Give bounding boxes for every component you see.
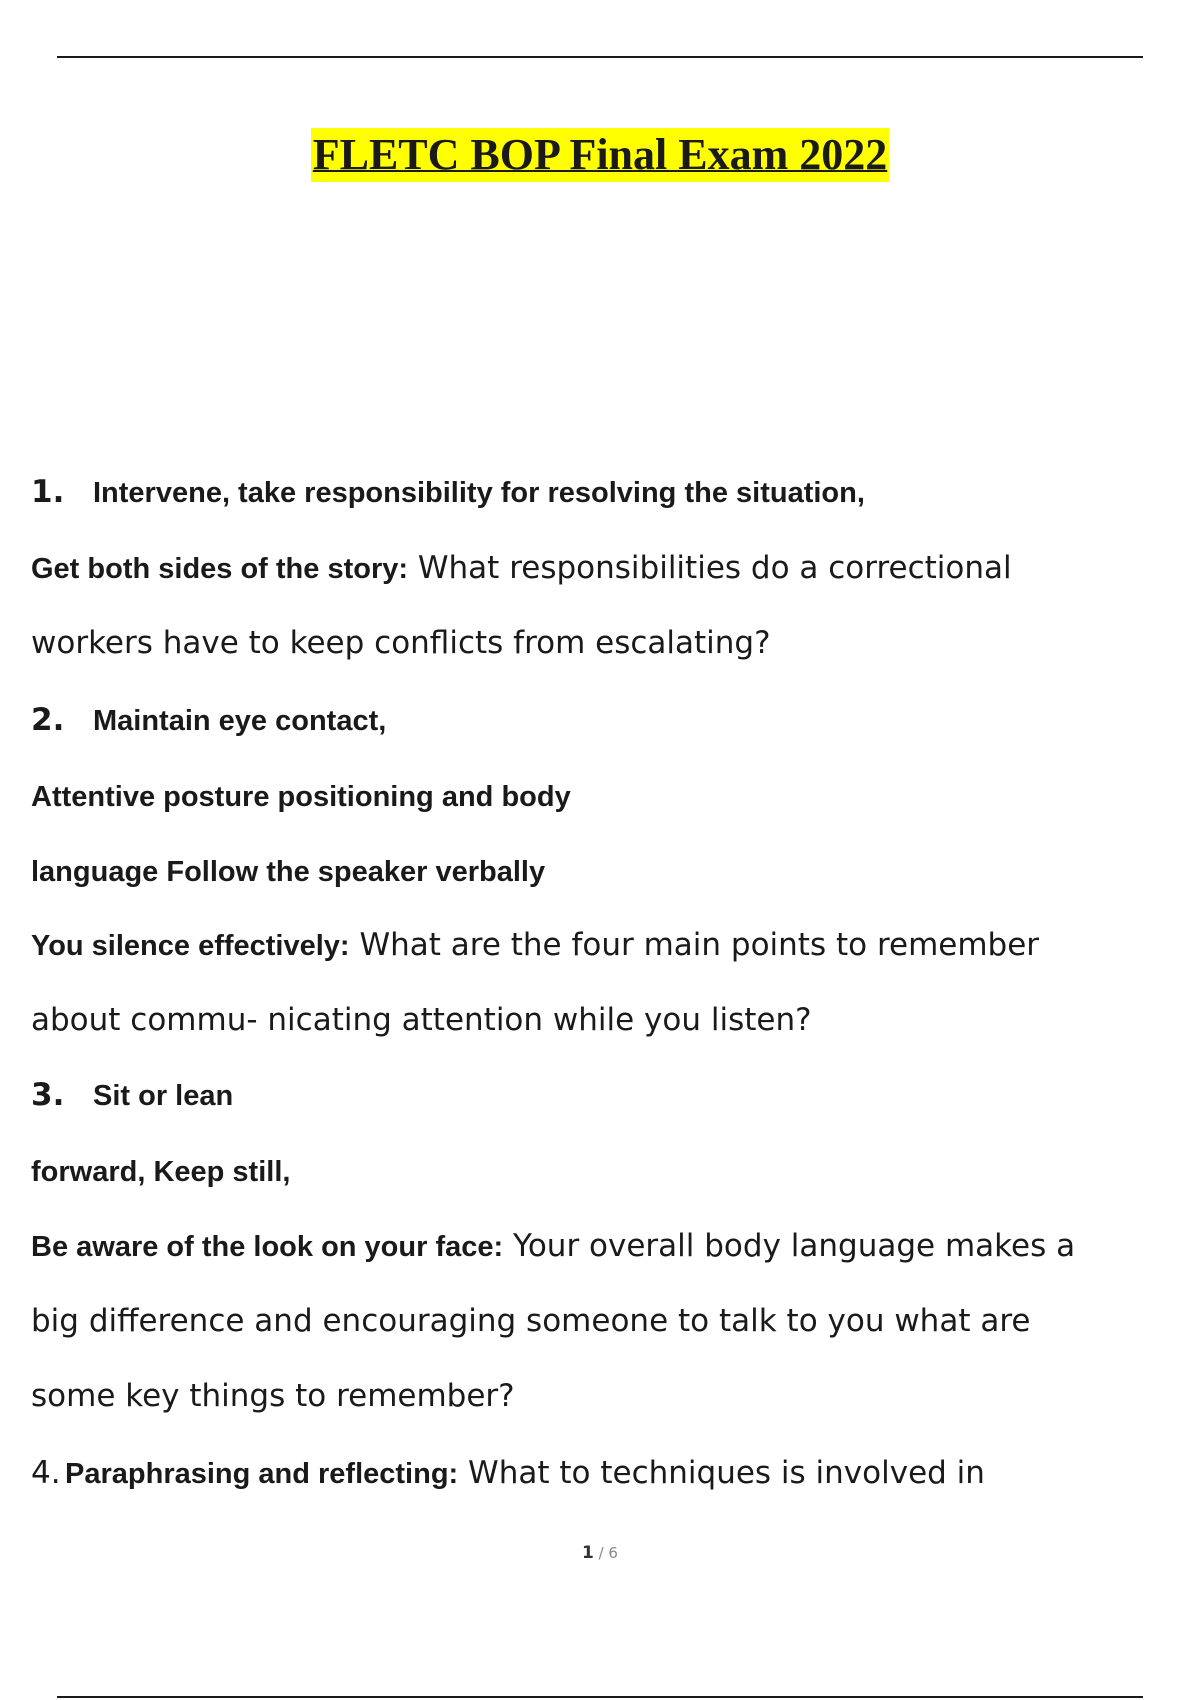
current-page: 1 [582, 1543, 594, 1563]
document-title: FLETC BOP Final Exam 2022 [311, 128, 890, 182]
item-2-line-2 [31, 776, 571, 817]
title-block [0, 128, 1200, 182]
item-number: 2. [31, 702, 65, 738]
answer-text: language Follow the speaker verbally [31, 856, 546, 888]
answer-text: Get both sides of the story: [31, 553, 409, 585]
item-2-line-1 [31, 700, 386, 741]
question-text: What responsibilities do a correctional [408, 550, 1012, 586]
question-text: What are the four main points to remember [349, 927, 1040, 963]
item-number: 3. [31, 1077, 65, 1113]
answer-text: Be aware of the look on your face: [31, 1231, 504, 1263]
item-3-line-2 [31, 1151, 290, 1192]
item-number: 4. [31, 1455, 61, 1491]
answer-text: Attentive posture positioning and body [31, 781, 571, 813]
bottom-rule [57, 1696, 1143, 1698]
question-text: some key things to remember? [31, 1378, 515, 1414]
item-2-line-4 [31, 925, 1039, 966]
item-3-line-1 [31, 1075, 233, 1116]
item-2-line-5 [31, 1000, 812, 1040]
total-pages: / 6 [593, 1544, 618, 1562]
question-text: What to techniques is involved in [458, 1455, 985, 1491]
item-2-line-3 [31, 851, 545, 892]
question-text: Your overall body language makes a [503, 1228, 1076, 1264]
question-text: big difference and encouraging someone to talk to you what are [31, 1303, 1031, 1339]
question-text: workers have to keep conflicts from escalating? [31, 625, 771, 661]
item-3-line-4 [31, 1301, 1030, 1341]
item-number: 1. [31, 474, 65, 510]
answer-text: Paraphrasing and reflecting: [65, 1458, 459, 1490]
item-4-line-1 [31, 1453, 985, 1494]
item-1-line-1 [31, 472, 865, 513]
item-1-line-2 [31, 548, 1012, 589]
top-rule [57, 56, 1143, 58]
item-3-line-5 [31, 1376, 515, 1416]
question-text: about commu- nicating attention while you listen? [31, 1002, 812, 1038]
item-1-line-3 [31, 623, 771, 663]
answer-text: Intervene, take responsibility for resolving the situation, [93, 477, 865, 509]
page-indicator [0, 1543, 1200, 1563]
answer-text: Sit or lean [93, 1080, 234, 1112]
answer-text: forward, Keep still, [31, 1156, 291, 1188]
answer-text: You silence effectively: [31, 930, 350, 962]
item-3-line-3 [31, 1226, 1075, 1267]
answer-text: Maintain eye contact, [93, 705, 387, 737]
